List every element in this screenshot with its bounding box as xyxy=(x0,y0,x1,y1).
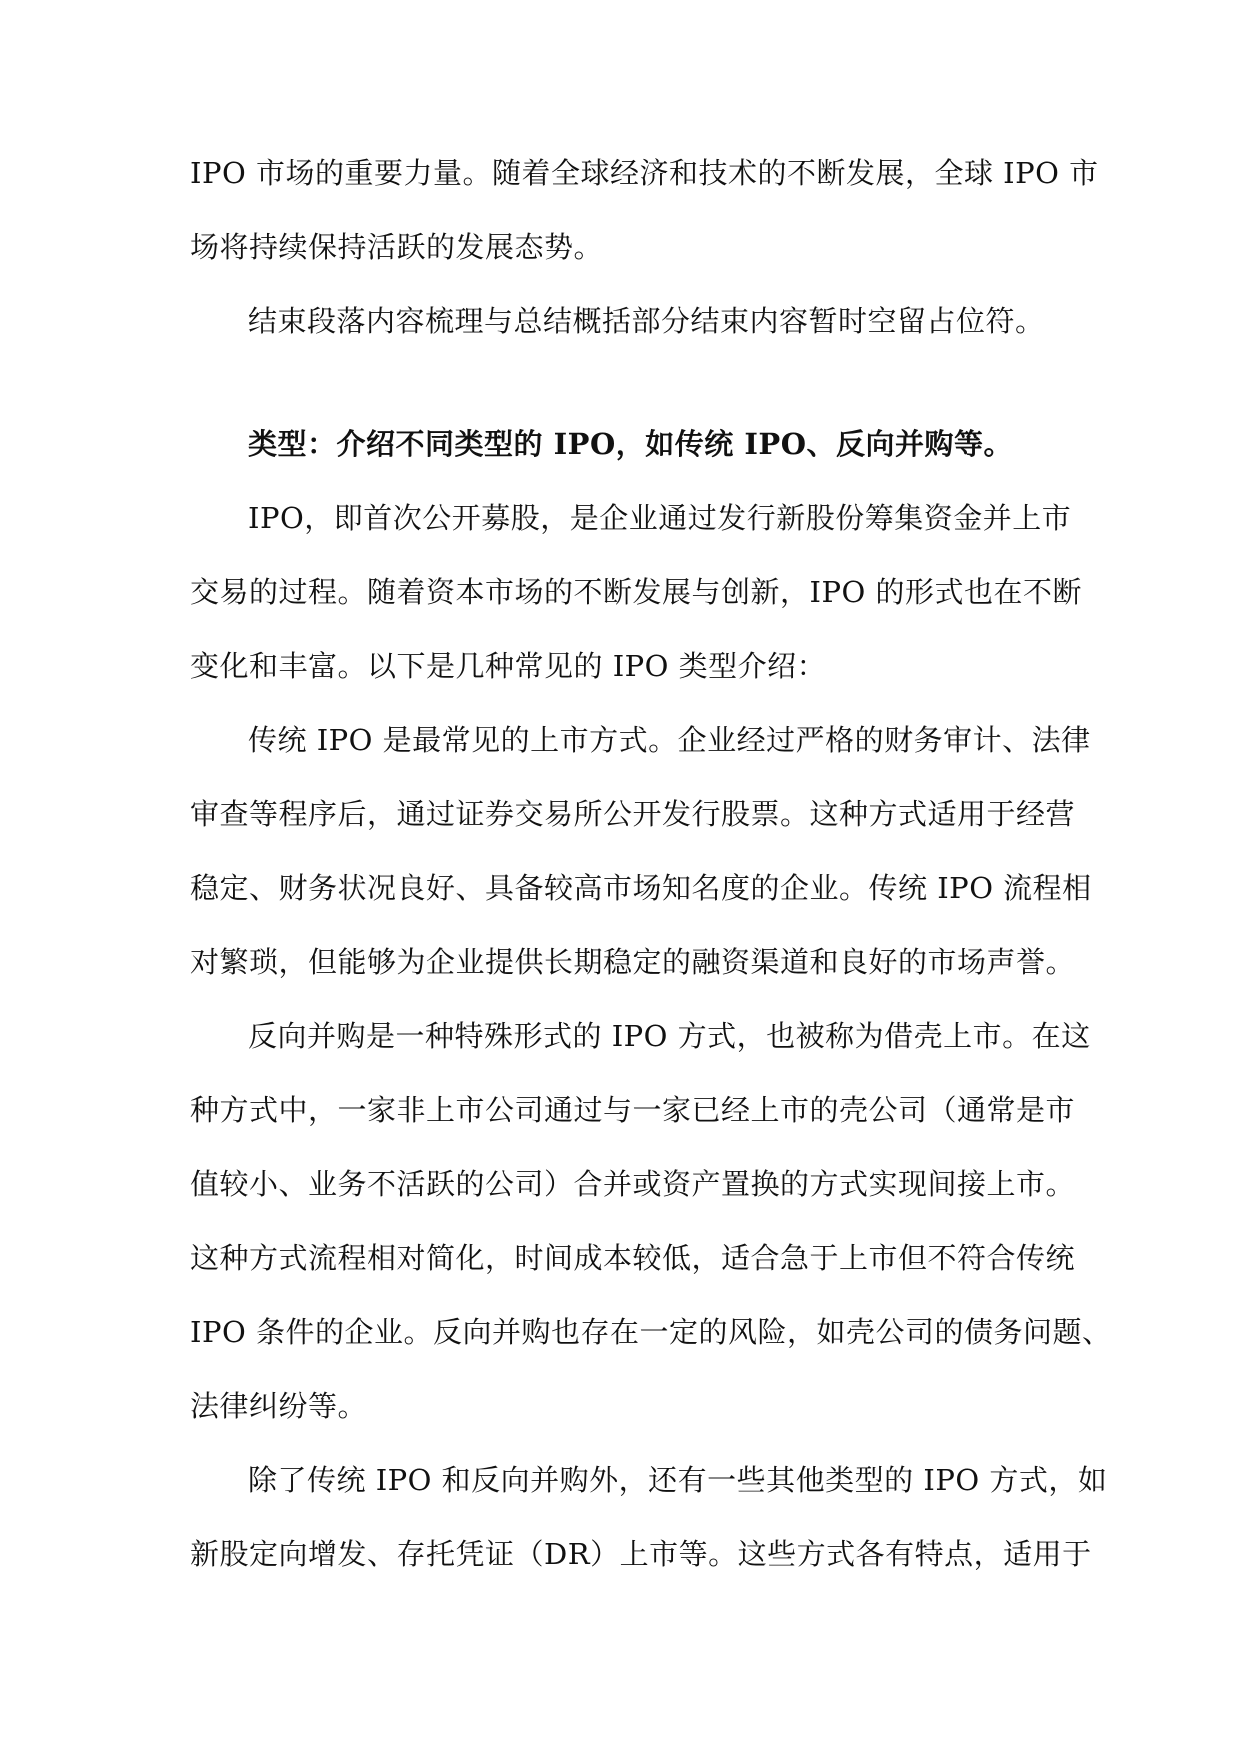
paragraph-reverse-merger xyxy=(190,1006,1112,1450)
paragraph-other-ipo-types xyxy=(190,1450,1108,1598)
section-heading xyxy=(190,414,1052,488)
text-line: 反向并购是一种特殊形式的 IPO 方式，也被称为借壳上市。在这 xyxy=(248,1019,1091,1053)
text-line: 值较小、业务不活跃的公司）合并或资产置换的方式实现间接上市。 xyxy=(190,1167,1076,1201)
text-line: 稳定、财务状况良好、具备较高市场知名度的企业。传统 IPO 流程相 xyxy=(190,871,1092,905)
paragraph-traditional-ipo xyxy=(190,710,1092,1006)
paragraph-placeholder xyxy=(190,291,1052,365)
text-line: 交易的过程。随着资本市场的不断发展与创新，IPO 的形式也在不断 xyxy=(190,575,1082,609)
text-line: 对繁琐，但能够为企业提供长期稳定的融资渠道和良好的市场声誉。 xyxy=(190,945,1076,979)
text-line: 除了传统 IPO 和反向并购外，还有一些其他类型的 IPO 方式，如 xyxy=(248,1463,1108,1497)
text-line: 法律纠纷等。 xyxy=(190,1389,368,1423)
text-line: 结束段落内容梳理与总结概括部分结束内容暂时空留占位符。 xyxy=(248,304,1045,338)
text-line: 变化和丰富。以下是几种常见的 IPO 类型介绍： xyxy=(190,649,827,683)
heading-ipo-types: 类型：介绍不同类型的 IPO，如传统 IPO、反向并购等。 xyxy=(248,427,1013,461)
text-line: 审查等程序后，通过证券交易所公开发行股票。这种方式适用于经营 xyxy=(190,797,1076,831)
text-line: IPO，即首次公开募股，是企业通过发行新股份筹集资金并上市 xyxy=(248,501,1072,535)
text-line: IPO 市场的重要力量。随着全球经济和技术的不断发展，全球 IPO 市 xyxy=(190,156,1099,190)
text-line: 这种方式流程相对简化，时间成本较低，适合急于上市但不符合传统 xyxy=(190,1241,1076,1275)
document-body xyxy=(190,143,1112,1598)
text-line: IPO 条件的企业。反向并购也存在一定的风险，如壳公司的债务问题、 xyxy=(190,1315,1112,1349)
text-line: 场将持续保持活跃的发展态势。 xyxy=(190,230,604,264)
text-line: 种方式中，一家非上市公司通过与一家已经上市的壳公司（通常是市 xyxy=(190,1093,1076,1127)
paragraph-ipo-definition xyxy=(190,488,1082,710)
text-line: 传统 IPO 是最常见的上市方式。企业经过严格的财务审计、法律 xyxy=(248,723,1091,757)
section-spacer xyxy=(190,365,1052,414)
text-line: 新股定向增发、存托凭证（DR）上市等。这些方式各有特点，适用于 xyxy=(190,1537,1092,1571)
paragraph-ipo-market-continuation xyxy=(190,143,1099,291)
